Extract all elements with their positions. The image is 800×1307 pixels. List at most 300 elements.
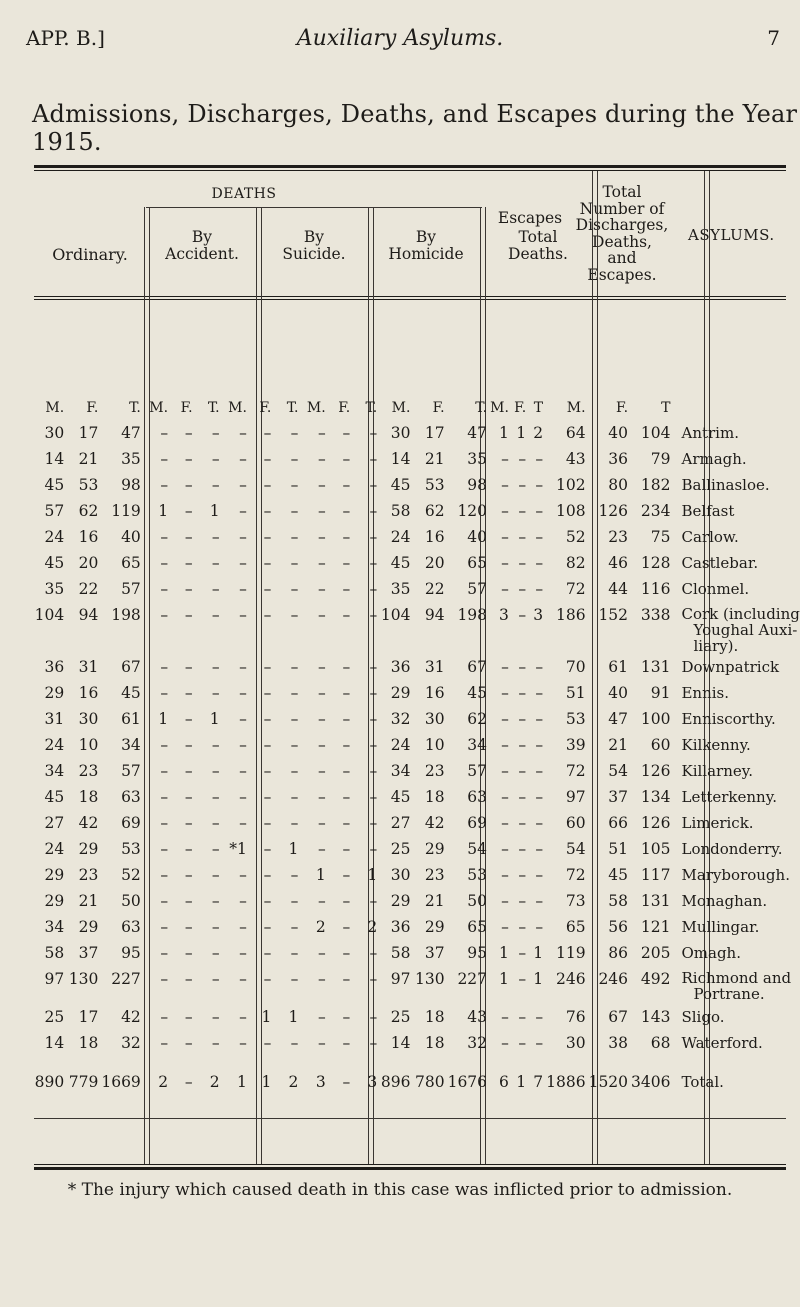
table-cell: 24 <box>44 840 65 858</box>
table-cell: – <box>342 554 351 572</box>
table-cell: 25 <box>390 1008 411 1026</box>
table-cell: 45 <box>390 554 411 572</box>
table-cell: 117 <box>640 866 671 884</box>
table-cell: 36 <box>390 918 411 936</box>
asylum-name <box>673 862 800 888</box>
subheader-cell: M. <box>566 400 586 416</box>
table-cell: 65 <box>565 918 586 936</box>
asylum-name <box>673 472 800 498</box>
table-cell: – <box>317 944 326 962</box>
table-cell: – <box>211 1034 220 1052</box>
table-row <box>34 966 800 1004</box>
table-cell: – <box>184 788 193 806</box>
table-cell: 227 <box>111 970 141 988</box>
table-cell: 64 <box>565 424 586 442</box>
table-cell: – <box>535 528 544 546</box>
table-cell: – <box>239 450 247 468</box>
table-cell: – <box>501 554 509 572</box>
table-cell: – <box>317 970 326 988</box>
asylum-name-line: Monaghan. <box>681 892 768 910</box>
table-cell: – <box>535 1034 544 1052</box>
subheader-cell: T <box>661 400 671 416</box>
table-cell: – <box>535 450 544 468</box>
table-cell: 60 <box>650 736 671 754</box>
table-cell: – <box>211 918 220 936</box>
table-row <box>34 706 800 732</box>
table-cell: – <box>501 1008 509 1026</box>
asylum-name-line: Mullingar. <box>681 918 760 936</box>
table-cell: – <box>239 1008 247 1026</box>
table-cell: – <box>160 918 169 936</box>
asylum-name-line: Waterford. <box>681 1034 763 1052</box>
table-cell: 1 <box>499 424 509 442</box>
table-cell: – <box>369 554 378 572</box>
table-cell: – <box>290 814 299 832</box>
subheader-cell: T. <box>475 400 488 416</box>
table-cell: 70 <box>565 658 586 676</box>
table-cell: 22 <box>424 580 445 598</box>
table-cell: – <box>342 736 351 754</box>
table-cell: – <box>211 892 220 910</box>
table-cell: – <box>369 788 378 806</box>
subheader-cell: F. <box>616 400 629 416</box>
table-cell: 1 <box>367 866 378 884</box>
table-cell: 1 <box>261 1073 272 1091</box>
table-cell: 43 <box>565 450 586 468</box>
asylum-name <box>673 1004 800 1030</box>
asylum-name-line: Londonderry. <box>681 840 783 858</box>
table-cell: – <box>290 944 299 962</box>
table-cell: – <box>160 1034 169 1052</box>
table-cell: 14 <box>390 450 411 468</box>
table-cell: 1520 <box>588 1073 629 1091</box>
table-cell: 32 <box>390 710 411 728</box>
table-cell: – <box>239 528 247 546</box>
table-cell: 27 <box>44 814 65 832</box>
table-cell: 104 <box>380 606 411 624</box>
table-cell: – <box>160 814 169 832</box>
table-cell: – <box>211 554 220 572</box>
table-cell: 97 <box>565 788 586 806</box>
table-cell: 60 <box>565 814 586 832</box>
table-cell: – <box>535 476 544 494</box>
table-cell: 227 <box>457 970 488 988</box>
table-cell: – <box>317 450 326 468</box>
asylum-name <box>673 576 800 602</box>
table-cell: – <box>342 502 351 520</box>
table-cell: 50 <box>467 892 488 910</box>
subheader-cell: M. <box>149 400 169 416</box>
table-cell: – <box>239 918 247 936</box>
asylum-name-line: Limerick. <box>681 814 754 832</box>
table-cell: – <box>184 554 193 572</box>
table-cell: – <box>518 528 527 546</box>
table-cell: – <box>501 684 509 702</box>
table-cell: – <box>342 684 351 702</box>
table-cell: 1676 <box>447 1073 488 1091</box>
table-cell: 1886 <box>546 1073 586 1091</box>
table-cell: – <box>290 970 299 988</box>
table-cell: 338 <box>640 606 671 624</box>
table-cell: – <box>211 528 220 546</box>
table-cell: – <box>290 892 299 910</box>
table-cell: 45 <box>467 684 488 702</box>
asylum-name-line: Portrane. <box>693 985 765 1003</box>
table-cell: – <box>263 606 272 624</box>
table-cell: 27 <box>390 814 411 832</box>
table-cell: – <box>290 1034 299 1052</box>
table-cell: 21 <box>78 892 99 910</box>
table-cell: – <box>342 1008 351 1026</box>
table-cell: – <box>501 528 509 546</box>
asylum-name <box>673 810 800 836</box>
table-cell: – <box>501 762 509 780</box>
table-cell: 52 <box>565 528 586 546</box>
table-cell: – <box>263 970 272 988</box>
table-cell: 3 <box>315 1073 326 1091</box>
table-cell: 34 <box>121 736 141 754</box>
table-cell: 31 <box>78 658 99 676</box>
table-cell: – <box>501 450 509 468</box>
table-cell: 198 <box>111 606 141 624</box>
table-cell: – <box>342 970 351 988</box>
subheader-cell: T. <box>129 400 141 416</box>
table-cell: – <box>211 788 220 806</box>
table-cell: – <box>369 658 378 676</box>
table-cell: – <box>535 840 544 858</box>
table-cell: 72 <box>565 866 586 884</box>
table-cell: – <box>184 606 193 624</box>
table-cell: – <box>239 476 247 494</box>
table-cell: – <box>263 450 272 468</box>
table-cell: 35 <box>121 450 141 468</box>
table-cell: 51 <box>565 684 586 702</box>
table-cell: 1 <box>516 1073 527 1091</box>
table-cell: 143 <box>640 1008 671 1026</box>
table-cell: – <box>160 528 169 546</box>
table-cell: – <box>263 684 272 702</box>
table-cell: 126 <box>640 762 671 780</box>
table-cell: – <box>518 658 527 676</box>
table-cell: – <box>501 918 509 936</box>
table-row <box>34 498 800 524</box>
table-cell: – <box>518 970 527 988</box>
table-cell: 30 <box>78 710 99 728</box>
appendix-label: APP. B.] <box>26 26 105 50</box>
asylum-name-line: Ballinasloe. <box>681 476 770 494</box>
asylum-name <box>673 914 800 940</box>
total-number-heading <box>566 184 678 283</box>
table-cell: – <box>535 918 544 936</box>
table-cell: – <box>184 918 193 936</box>
table-cell: 37 <box>78 944 99 962</box>
table-cell: 45 <box>44 554 65 572</box>
asylum-name <box>673 654 800 680</box>
table-cell: – <box>211 736 220 754</box>
table-cell: 14 <box>44 450 65 468</box>
table-cell: – <box>518 944 527 962</box>
table-cell: 69 <box>121 814 141 832</box>
table-cell: – <box>239 762 247 780</box>
table-cell: – <box>501 840 509 858</box>
table-cell: 47 <box>121 424 141 442</box>
table-row <box>34 1030 800 1056</box>
table-cell: – <box>239 814 247 832</box>
table-cell: – <box>160 580 169 598</box>
table-cell: – <box>184 736 193 754</box>
table-cell: 131 <box>640 658 671 676</box>
asylum-name <box>673 1030 800 1056</box>
asylum-name-line: Enniscorthy. <box>681 710 776 728</box>
table-cell: 205 <box>640 944 671 962</box>
asylum-name <box>673 966 800 1004</box>
table-cell: – <box>239 866 247 884</box>
accident-by: By <box>191 228 213 246</box>
table-cell: – <box>263 424 272 442</box>
table-cell: 21 <box>78 450 99 468</box>
bottom-rule-thin <box>34 1164 786 1165</box>
table-cell: 3 <box>499 606 509 624</box>
table-cell: 18 <box>78 788 99 806</box>
table-cell: 23 <box>424 762 445 780</box>
asylum-name-line: Castlebar. <box>681 554 759 572</box>
table-cell: 38 <box>608 1034 629 1052</box>
table-row <box>34 862 800 888</box>
table-cell: 34 <box>44 918 65 936</box>
table-cell: 80 <box>608 476 629 494</box>
table-cell: 1 <box>516 424 527 442</box>
table-cell: 25 <box>390 840 411 858</box>
table-row <box>34 1004 800 1030</box>
asylum-name <box>673 524 800 550</box>
table-cell: – <box>317 528 326 546</box>
table-row <box>34 888 800 914</box>
subheader-cell: T. <box>286 400 299 416</box>
table-cell: 2 <box>209 1073 220 1091</box>
table-cell: 66 <box>608 814 629 832</box>
table-cell: 1 <box>499 944 509 962</box>
table-cell: 1 <box>533 944 544 962</box>
table-cell: – <box>239 554 247 572</box>
subheader-row <box>34 396 800 420</box>
table-cell: 50 <box>121 892 141 910</box>
table-cell: 45 <box>44 788 65 806</box>
table-cell: – <box>342 450 351 468</box>
table-cell: 34 <box>467 736 488 754</box>
table-cell: 44 <box>608 580 629 598</box>
table-cell: 53 <box>121 840 141 858</box>
table-cell: 1 <box>315 866 326 884</box>
table-cell: 36 <box>44 658 65 676</box>
table-row <box>34 940 800 966</box>
table-cell: 68 <box>650 1034 671 1052</box>
table-cell: – <box>535 710 544 728</box>
table-cell: – <box>369 970 378 988</box>
table-cell: 57 <box>121 762 141 780</box>
accident-heading <box>146 229 258 263</box>
tn-line-5: and <box>607 249 637 267</box>
table-cell: 72 <box>565 580 586 598</box>
table-cell: – <box>317 840 326 858</box>
table-cell: – <box>239 944 247 962</box>
table-cell: – <box>535 554 544 572</box>
top-rule-thin <box>34 170 786 171</box>
table-cell: 134 <box>640 788 671 806</box>
table-cell: – <box>518 580 527 598</box>
subheader-cell: F. <box>432 400 445 416</box>
table-cell: – <box>317 424 326 442</box>
table-cell: 20 <box>424 554 445 572</box>
asylum-name <box>673 836 800 862</box>
table-cell: – <box>211 840 220 858</box>
table-cell: 18 <box>424 1034 445 1052</box>
table-cell: – <box>369 606 378 624</box>
asylum-name-line: Youghal Auxi- <box>693 621 798 639</box>
table-cell: – <box>342 814 351 832</box>
table-cell: – <box>160 1008 169 1026</box>
homicide-heading <box>370 229 482 263</box>
table-cell: – <box>369 476 378 494</box>
table-cell: – <box>184 450 193 468</box>
table-cell: – <box>317 606 326 624</box>
table-cell: – <box>184 1034 193 1052</box>
bottom-rule <box>34 1167 786 1170</box>
table-cell: – <box>535 788 544 806</box>
table-cell: – <box>263 1034 272 1052</box>
table-cell: – <box>263 736 272 754</box>
table-cell: – <box>160 606 169 624</box>
subheader-cell: M. <box>490 400 509 416</box>
table-cell: – <box>263 580 272 598</box>
table-cell: 67 <box>608 1008 629 1026</box>
table-cell: – <box>518 450 527 468</box>
table-cell: 35 <box>390 580 411 598</box>
table-cell: 98 <box>121 476 141 494</box>
subheader-cell: F. <box>180 400 193 416</box>
table-cell: – <box>518 554 527 572</box>
table-cell: 40 <box>467 528 488 546</box>
table-cell: – <box>342 840 351 858</box>
table-cell: – <box>211 606 220 624</box>
table-cell: 18 <box>424 788 445 806</box>
table-cell: – <box>342 1073 351 1091</box>
table-cell: – <box>369 814 378 832</box>
table-cell: – <box>518 684 527 702</box>
asylum-name <box>673 784 800 810</box>
table-cell: – <box>535 658 544 676</box>
table-cell: – <box>290 528 299 546</box>
table-cell: 2 <box>367 918 378 936</box>
table-cell: 1 <box>288 840 299 858</box>
table-cell: 3406 <box>631 1073 671 1091</box>
table-cell: – <box>239 788 247 806</box>
table-cell: – <box>535 814 544 832</box>
table-cell: – <box>342 1034 351 1052</box>
table-cell: 53 <box>467 866 488 884</box>
table-cell: – <box>290 580 299 598</box>
table-cell: – <box>518 918 527 936</box>
asylum-name <box>673 732 800 758</box>
table-cell: 67 <box>121 658 141 676</box>
table-cell: – <box>317 580 326 598</box>
table-cell: 128 <box>640 554 671 572</box>
table-cell: 40 <box>608 424 629 442</box>
table-cell: 1 <box>237 1073 247 1091</box>
table-cell: 126 <box>640 814 671 832</box>
asylum-name <box>673 550 800 576</box>
table-cell: – <box>211 1008 220 1026</box>
table-cell: 492 <box>640 970 671 988</box>
table-cell: 16 <box>424 528 445 546</box>
table-cell: – <box>369 1008 378 1026</box>
table-cell: 51 <box>608 840 629 858</box>
table-cell: 67 <box>467 658 488 676</box>
ordinary-heading: Ordinary. <box>52 245 128 264</box>
table-cell: 65 <box>467 554 488 572</box>
table-cell: – <box>239 736 247 754</box>
table-cell: – <box>160 866 169 884</box>
table-cell: 86 <box>608 944 629 962</box>
table-cell: 30 <box>44 424 65 442</box>
table-cell: – <box>518 762 527 780</box>
page-header <box>0 26 800 66</box>
table-cell: 10 <box>78 736 99 754</box>
table-cell: 54 <box>565 840 586 858</box>
table-cell: – <box>518 476 527 494</box>
table-cell: 97 <box>390 970 411 988</box>
table-cell: – <box>160 684 169 702</box>
table-cell: – <box>317 1008 326 1026</box>
table-cell: 890 <box>34 1073 65 1091</box>
table-cell: 61 <box>608 658 629 676</box>
table-cell: – <box>342 762 351 780</box>
table-cell: 100 <box>640 710 671 728</box>
table-cell: 1 <box>499 970 509 988</box>
table-cell: – <box>501 710 509 728</box>
table-cell: 47 <box>608 710 629 728</box>
table-cell: 182 <box>640 476 671 494</box>
table-cell: 40 <box>121 528 141 546</box>
table-cell: 896 <box>380 1073 411 1091</box>
table-cell: 102 <box>555 476 586 494</box>
table-cell: – <box>317 658 326 676</box>
table-cell: – <box>263 944 272 962</box>
table-cell: – <box>317 1034 326 1052</box>
table-cell: – <box>211 684 220 702</box>
table-cell: – <box>263 814 272 832</box>
table-cell: – <box>211 866 220 884</box>
table-cell: – <box>184 580 193 598</box>
table-cell: – <box>369 502 378 520</box>
table-cell: – <box>239 892 247 910</box>
table-cell: 53 <box>565 710 586 728</box>
table-cell: 16 <box>424 684 445 702</box>
table-cell: – <box>317 710 326 728</box>
table-cell: – <box>518 814 527 832</box>
table-cell: – <box>369 944 378 962</box>
table-row <box>34 914 800 940</box>
table-cell: 75 <box>650 528 671 546</box>
asylums-heading: ASYLUMS. <box>688 226 775 244</box>
table-cell: 36 <box>608 450 629 468</box>
table-cell: – <box>160 476 169 494</box>
table-cell: – <box>369 736 378 754</box>
table-cell: 16 <box>78 684 99 702</box>
table-cell: 23 <box>424 866 445 884</box>
table-cell: 104 <box>34 606 65 624</box>
table-cell: – <box>211 476 220 494</box>
table-cell: – <box>290 554 299 572</box>
